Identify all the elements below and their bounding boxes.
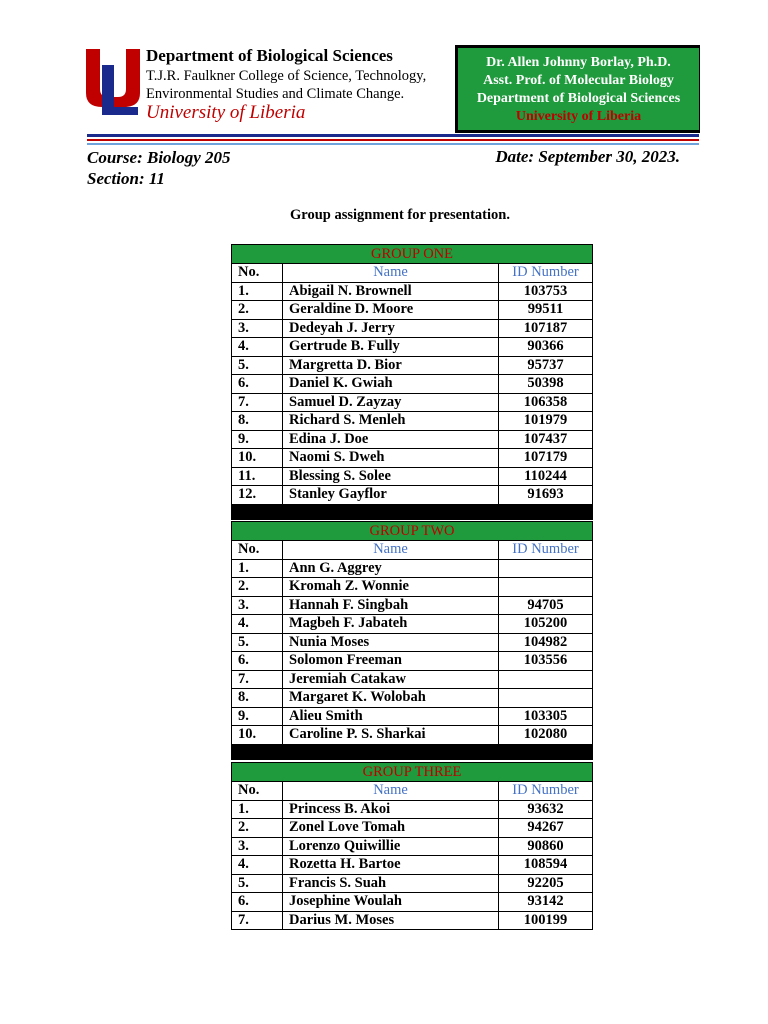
student-id: 93142 [499, 893, 593, 912]
student-id: 104982 [499, 633, 593, 652]
student-name: Magbeh F. Jabateh [283, 615, 499, 634]
group-separator [231, 504, 593, 520]
row-number: 10. [232, 726, 283, 745]
student-id: 99511 [499, 301, 593, 320]
student-id: 101979 [499, 412, 593, 431]
table-row [232, 893, 593, 912]
student-name: Richard S. Menleh [283, 412, 499, 431]
table-row [232, 578, 593, 597]
student-name: Daniel K. Gwiah [283, 375, 499, 394]
student-id: 103753 [499, 282, 593, 301]
student-id: 92205 [499, 874, 593, 893]
student-name: Lorenzo Quiwillie [283, 837, 499, 856]
student-id: 102080 [499, 726, 593, 745]
table-row [232, 689, 593, 708]
student-id: 90860 [499, 837, 593, 856]
column-header-name: Name [283, 264, 499, 283]
row-number: 12. [232, 486, 283, 505]
table-row [232, 430, 593, 449]
table-row [232, 726, 593, 745]
row-number: 1. [232, 800, 283, 819]
student-name: Solomon Freeman [283, 652, 499, 671]
column-header-no: No. [232, 541, 283, 560]
row-number: 5. [232, 874, 283, 893]
column-header-name: Name [283, 782, 499, 801]
department-title: Department of Biological Sciences [146, 46, 393, 65]
student-name: Edina J. Doe [283, 430, 499, 449]
table-row [232, 670, 593, 689]
table-row [232, 338, 593, 357]
student-id: 107187 [499, 319, 593, 338]
table-row [232, 652, 593, 671]
column-header-id: ID Number [499, 782, 593, 801]
student-name: Geraldine D. Moore [283, 301, 499, 320]
group-title: GROUP THREE [232, 763, 593, 782]
header-rule-red [87, 139, 699, 141]
course-info [87, 147, 231, 189]
group-one-table [231, 244, 593, 505]
row-number: 8. [232, 412, 283, 431]
row-number: 4. [232, 856, 283, 875]
student-id: 107179 [499, 449, 593, 468]
row-number: 1. [232, 559, 283, 578]
student-name: Naomi S. Dweh [283, 449, 499, 468]
row-number: 9. [232, 707, 283, 726]
student-id: 110244 [499, 467, 593, 486]
row-number: 6. [232, 652, 283, 671]
table-row [232, 911, 593, 930]
row-number: 4. [232, 338, 283, 357]
student-name: Abigail N. Brownell [283, 282, 499, 301]
student-id: 106358 [499, 393, 593, 412]
student-id: 50398 [499, 375, 593, 394]
section-line: Section: 11 [87, 169, 165, 188]
group-title: GROUP TWO [232, 522, 593, 541]
row-number: 2. [232, 819, 283, 838]
row-number: 9. [232, 430, 283, 449]
column-header-no: No. [232, 264, 283, 283]
header-rule-navy [87, 134, 699, 137]
table-row [232, 596, 593, 615]
student-id: 91693 [499, 486, 593, 505]
student-name: Josephine Woulah [283, 893, 499, 912]
instructor-title: Asst. Prof. of Molecular Biology [483, 73, 674, 88]
group-title: GROUP ONE [232, 245, 593, 264]
table-row [232, 356, 593, 375]
table-row [232, 412, 593, 431]
table-row [232, 559, 593, 578]
student-id: 95737 [499, 356, 593, 375]
student-name: Caroline P. S. Sharkai [283, 726, 499, 745]
student-id: 94267 [499, 819, 593, 838]
table-row [232, 393, 593, 412]
student-name: Samuel D. Zayzay [283, 393, 499, 412]
row-number: 7. [232, 911, 283, 930]
student-name: Margretta D. Bior [283, 356, 499, 375]
student-id: 90366 [499, 338, 593, 357]
column-header-id: ID Number [499, 264, 593, 283]
student-id: 103556 [499, 652, 593, 671]
table-row [232, 837, 593, 856]
column-header-no: No. [232, 782, 283, 801]
college-line-2: Environmental Studies and Climate Change. [146, 86, 405, 102]
student-id [499, 670, 593, 689]
row-number: 7. [232, 393, 283, 412]
student-name: Darius M. Moses [283, 911, 499, 930]
row-number: 3. [232, 319, 283, 338]
university-name: University of Liberia [146, 102, 306, 123]
table-row [232, 800, 593, 819]
table-row [232, 615, 593, 634]
student-id: 105200 [499, 615, 593, 634]
table-row [232, 301, 593, 320]
student-name: Kromah Z. Wonnie [283, 578, 499, 597]
student-id: 94705 [499, 596, 593, 615]
student-name: Blessing S. Solee [283, 467, 499, 486]
row-number: 3. [232, 837, 283, 856]
student-id [499, 689, 593, 708]
assignment-caption: Group assignment for presentation. [290, 207, 510, 223]
student-id: 107437 [499, 430, 593, 449]
student-name: Rozetta H. Bartoe [283, 856, 499, 875]
table-row [232, 874, 593, 893]
date-line: Date: September 30, 2023. [495, 147, 680, 166]
student-id [499, 559, 593, 578]
row-number: 2. [232, 301, 283, 320]
table-row [232, 486, 593, 505]
column-header-id: ID Number [499, 541, 593, 560]
student-name: Margaret K. Wolobah [283, 689, 499, 708]
student-name: Nunia Moses [283, 633, 499, 652]
row-number: 11. [232, 467, 283, 486]
student-id: 100199 [499, 911, 593, 930]
column-header-name: Name [283, 541, 499, 560]
table-row [232, 707, 593, 726]
table-row [232, 319, 593, 338]
group-three-table [231, 762, 593, 930]
group-two-table [231, 521, 593, 745]
row-number: 5. [232, 633, 283, 652]
university-logo [84, 45, 142, 117]
row-number: 2. [232, 578, 283, 597]
row-number: 8. [232, 689, 283, 708]
course-line: Course: Biology 205 [87, 148, 231, 167]
student-id: 108594 [499, 856, 593, 875]
row-number: 7. [232, 670, 283, 689]
student-name: Francis S. Suah [283, 874, 499, 893]
student-id: 103305 [499, 707, 593, 726]
row-number: 6. [232, 375, 283, 394]
student-name: Stanley Gayflor [283, 486, 499, 505]
student-name: Jeremiah Catakaw [283, 670, 499, 689]
student-id [499, 578, 593, 597]
student-name: Gertrude B. Fully [283, 338, 499, 357]
student-name: Zonel Love Tomah [283, 819, 499, 838]
student-name: Princess B. Akoi [283, 800, 499, 819]
table-row [232, 449, 593, 468]
row-number: 4. [232, 615, 283, 634]
table-row [232, 375, 593, 394]
row-number: 3. [232, 596, 283, 615]
table-row [232, 856, 593, 875]
row-number: 1. [232, 282, 283, 301]
header-rule-blue [87, 143, 699, 145]
table-row [232, 633, 593, 652]
table-row [232, 819, 593, 838]
instructor-box [458, 48, 699, 130]
row-number: 5. [232, 356, 283, 375]
row-number: 10. [232, 449, 283, 468]
student-name: Ann G. Aggrey [283, 559, 499, 578]
table-row [232, 467, 593, 486]
instructor-department: Department of Biological Sciences [476, 91, 681, 106]
table-row [232, 282, 593, 301]
instructor-name: Dr. Allen Johnny Borlay, Ph.D. [486, 55, 671, 70]
student-name: Dedeyah J. Jerry [283, 319, 499, 338]
student-id: 93632 [499, 800, 593, 819]
group-separator [231, 744, 593, 760]
instructor-university: University of Liberia [515, 109, 642, 124]
student-name: Alieu Smith [283, 707, 499, 726]
student-name: Hannah F. Singbah [283, 596, 499, 615]
row-number: 6. [232, 893, 283, 912]
college-line-1: T.J.R. Faulkner College of Science, Technology, [146, 68, 427, 84]
